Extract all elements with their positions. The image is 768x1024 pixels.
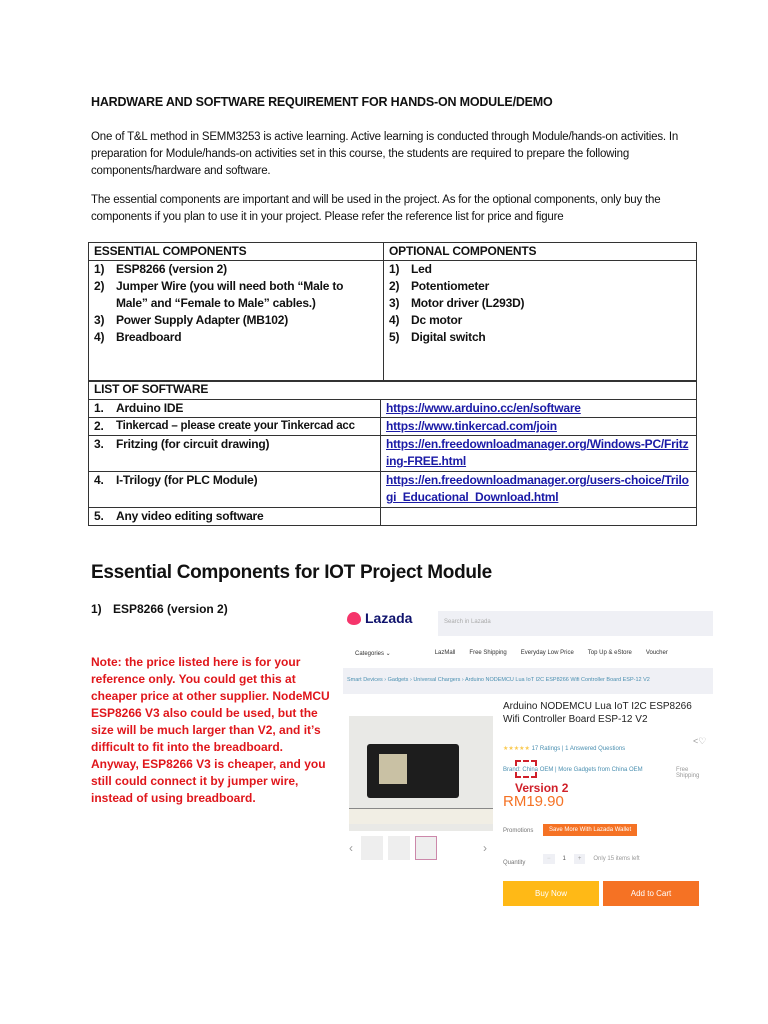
table-row: 4. I-Trilogy (for PLC Module) https://en.freedownloadmanager.org/users-choice/Trilogi_Educational_Download.html bbox=[89, 472, 697, 508]
software-link[interactable]: https://en.freedownloadmanager.org/users-choice/Trilogi_Educational_Download.html bbox=[386, 473, 689, 504]
section-heading: Essential Components for IOT Project Module bbox=[91, 562, 492, 583]
promo-badge[interactable]: Save More With Lazada Wallet bbox=[543, 824, 637, 836]
price-note: Note: the price listed here is for your reference only. You could get this at cheaper price at other supplier. NodeMCU ESP8266 V3 also could be used, but the size will be much larger than V2, and it’s difficult to fit into the breadboard. Anyway, ESP8266 V3 is cheaper, and you still could connect it by jumper wire, instead of using breadboard. bbox=[91, 655, 330, 805]
software-link[interactable]: https://www.arduino.cc/en/software bbox=[386, 401, 581, 415]
product-title: Arduino NODEMCU Lua IoT I2C ESP8266 Wifi Controller Board ESP-12 V2 bbox=[503, 701, 692, 725]
scope-paragraph: The essential components are important and will be used in the project. As for the optional components, only buy the components if you plan to use it in your project. Please refer the reference list for price and figure bbox=[91, 194, 661, 223]
table-row: 2. Tinkercad – please create your Tinkercad acc https://www.tinkercad.com/join bbox=[89, 418, 697, 436]
stock-info: Only 15 items left bbox=[593, 856, 640, 862]
software-table bbox=[88, 380, 697, 526]
version-annotation: Version 2 bbox=[515, 781, 569, 795]
nav-lazmall[interactable]: LazMall bbox=[434, 650, 456, 656]
software-header: LIST OF SOFTWARE bbox=[89, 381, 697, 400]
lazada-logo: Lazada bbox=[365, 610, 413, 626]
software-link[interactable]: https://www.tinkercad.com/join bbox=[386, 419, 557, 433]
increment-button[interactable]: + bbox=[574, 854, 586, 864]
table-row: 3. Fritzing (for circuit drawing) https://en.freedownloadmanager.org/Windows-PC/Fritzing-FREE.html bbox=[89, 436, 697, 472]
thumbnail[interactable] bbox=[361, 836, 383, 860]
brand-info[interactable]: Brand: China OEM | More Gadgets from China OEM bbox=[503, 767, 643, 773]
component-item: 1) ESP8266 (version 2) bbox=[91, 602, 228, 616]
nav-everyday-low-price[interactable]: Everyday Low Price bbox=[520, 650, 574, 656]
buy-now-button[interactable]: Buy Now bbox=[503, 881, 599, 906]
promotions-label: Promotions bbox=[503, 828, 534, 834]
essential-header: ESSENTIAL COMPONENTS bbox=[89, 243, 384, 261]
nav-free-shipping[interactable]: Free Shipping bbox=[469, 650, 507, 656]
prev-image-arrow[interactable]: ‹ bbox=[349, 841, 353, 855]
quantity-stepper[interactable] bbox=[543, 854, 640, 864]
shipping-info: Free Shipping bbox=[676, 767, 700, 779]
share-wishlist-icon[interactable]: <♡ bbox=[693, 736, 707, 746]
categories-menu[interactable]: Categories ⌄ bbox=[355, 651, 391, 657]
breadcrumb[interactable]: Smart Devices › Gadgets › Universal Chargers › Arduino NODEMCU Lua IoT I2C ESP8266 Wifi Controller Board ESP-12 V2 bbox=[343, 668, 713, 694]
software-link[interactable]: https://en.freedownloadmanager.org/Windows-PC/Fritzing-FREE.html bbox=[386, 437, 689, 468]
next-image-arrow[interactable]: › bbox=[483, 841, 487, 855]
quantity-value[interactable]: 1 bbox=[562, 856, 566, 862]
nav-bar bbox=[355, 650, 668, 657]
add-to-cart-button[interactable]: Add to Cart bbox=[603, 881, 699, 906]
table-row: 1. Arduino IDE https://www.arduino.cc/en/software bbox=[89, 400, 697, 418]
ratings[interactable]: ★★★★★ 17 Ratings | 1 Answered Questions bbox=[503, 746, 626, 752]
thumbnail[interactable] bbox=[388, 836, 410, 860]
price: RM19.90 bbox=[503, 793, 564, 810]
optional-header: OPTIONAL COMPONENTS bbox=[384, 243, 697, 261]
document-title: HARDWARE AND SOFTWARE REQUIREMENT FOR HANDS-ON MODULE/DEMO bbox=[91, 95, 553, 109]
lazada-product-screenshot bbox=[343, 604, 713, 920]
intro-paragraph: One of T&L method in SEMM3253 is active learning. Active learning is conducted through Module/hands-on activities. In preparation for Module/hands-on activities set in this course, the students are required to prepare the following components/hardware and software. bbox=[91, 131, 679, 177]
nav-voucher[interactable]: Voucher bbox=[645, 650, 668, 656]
optional-list: 1) Led 2) Potentiometer 3) Motor driver (L293D) 4) Dc motor 5) Digital switch bbox=[384, 261, 697, 382]
lazada-heart-logo-icon bbox=[347, 612, 361, 625]
search-input[interactable]: Search in Lazada bbox=[438, 611, 713, 636]
product-image bbox=[349, 716, 493, 831]
thumbnail[interactable] bbox=[415, 836, 437, 860]
highlight-box bbox=[515, 760, 537, 778]
decrement-button[interactable]: − bbox=[543, 854, 555, 864]
quantity-label: Quantity bbox=[503, 860, 526, 866]
components-table bbox=[88, 242, 697, 382]
nav-top-up[interactable]: Top Up & eStore bbox=[587, 650, 632, 656]
essential-list: 1) ESP8266 (version 2) 2) Jumper Wire (you will need both “Male to Male” and “Female to Male” cables.) 3) Power Supply Adapter (MB102) 4) Breadboard bbox=[89, 261, 384, 382]
table-row: 5. Any video editing software bbox=[89, 508, 697, 526]
